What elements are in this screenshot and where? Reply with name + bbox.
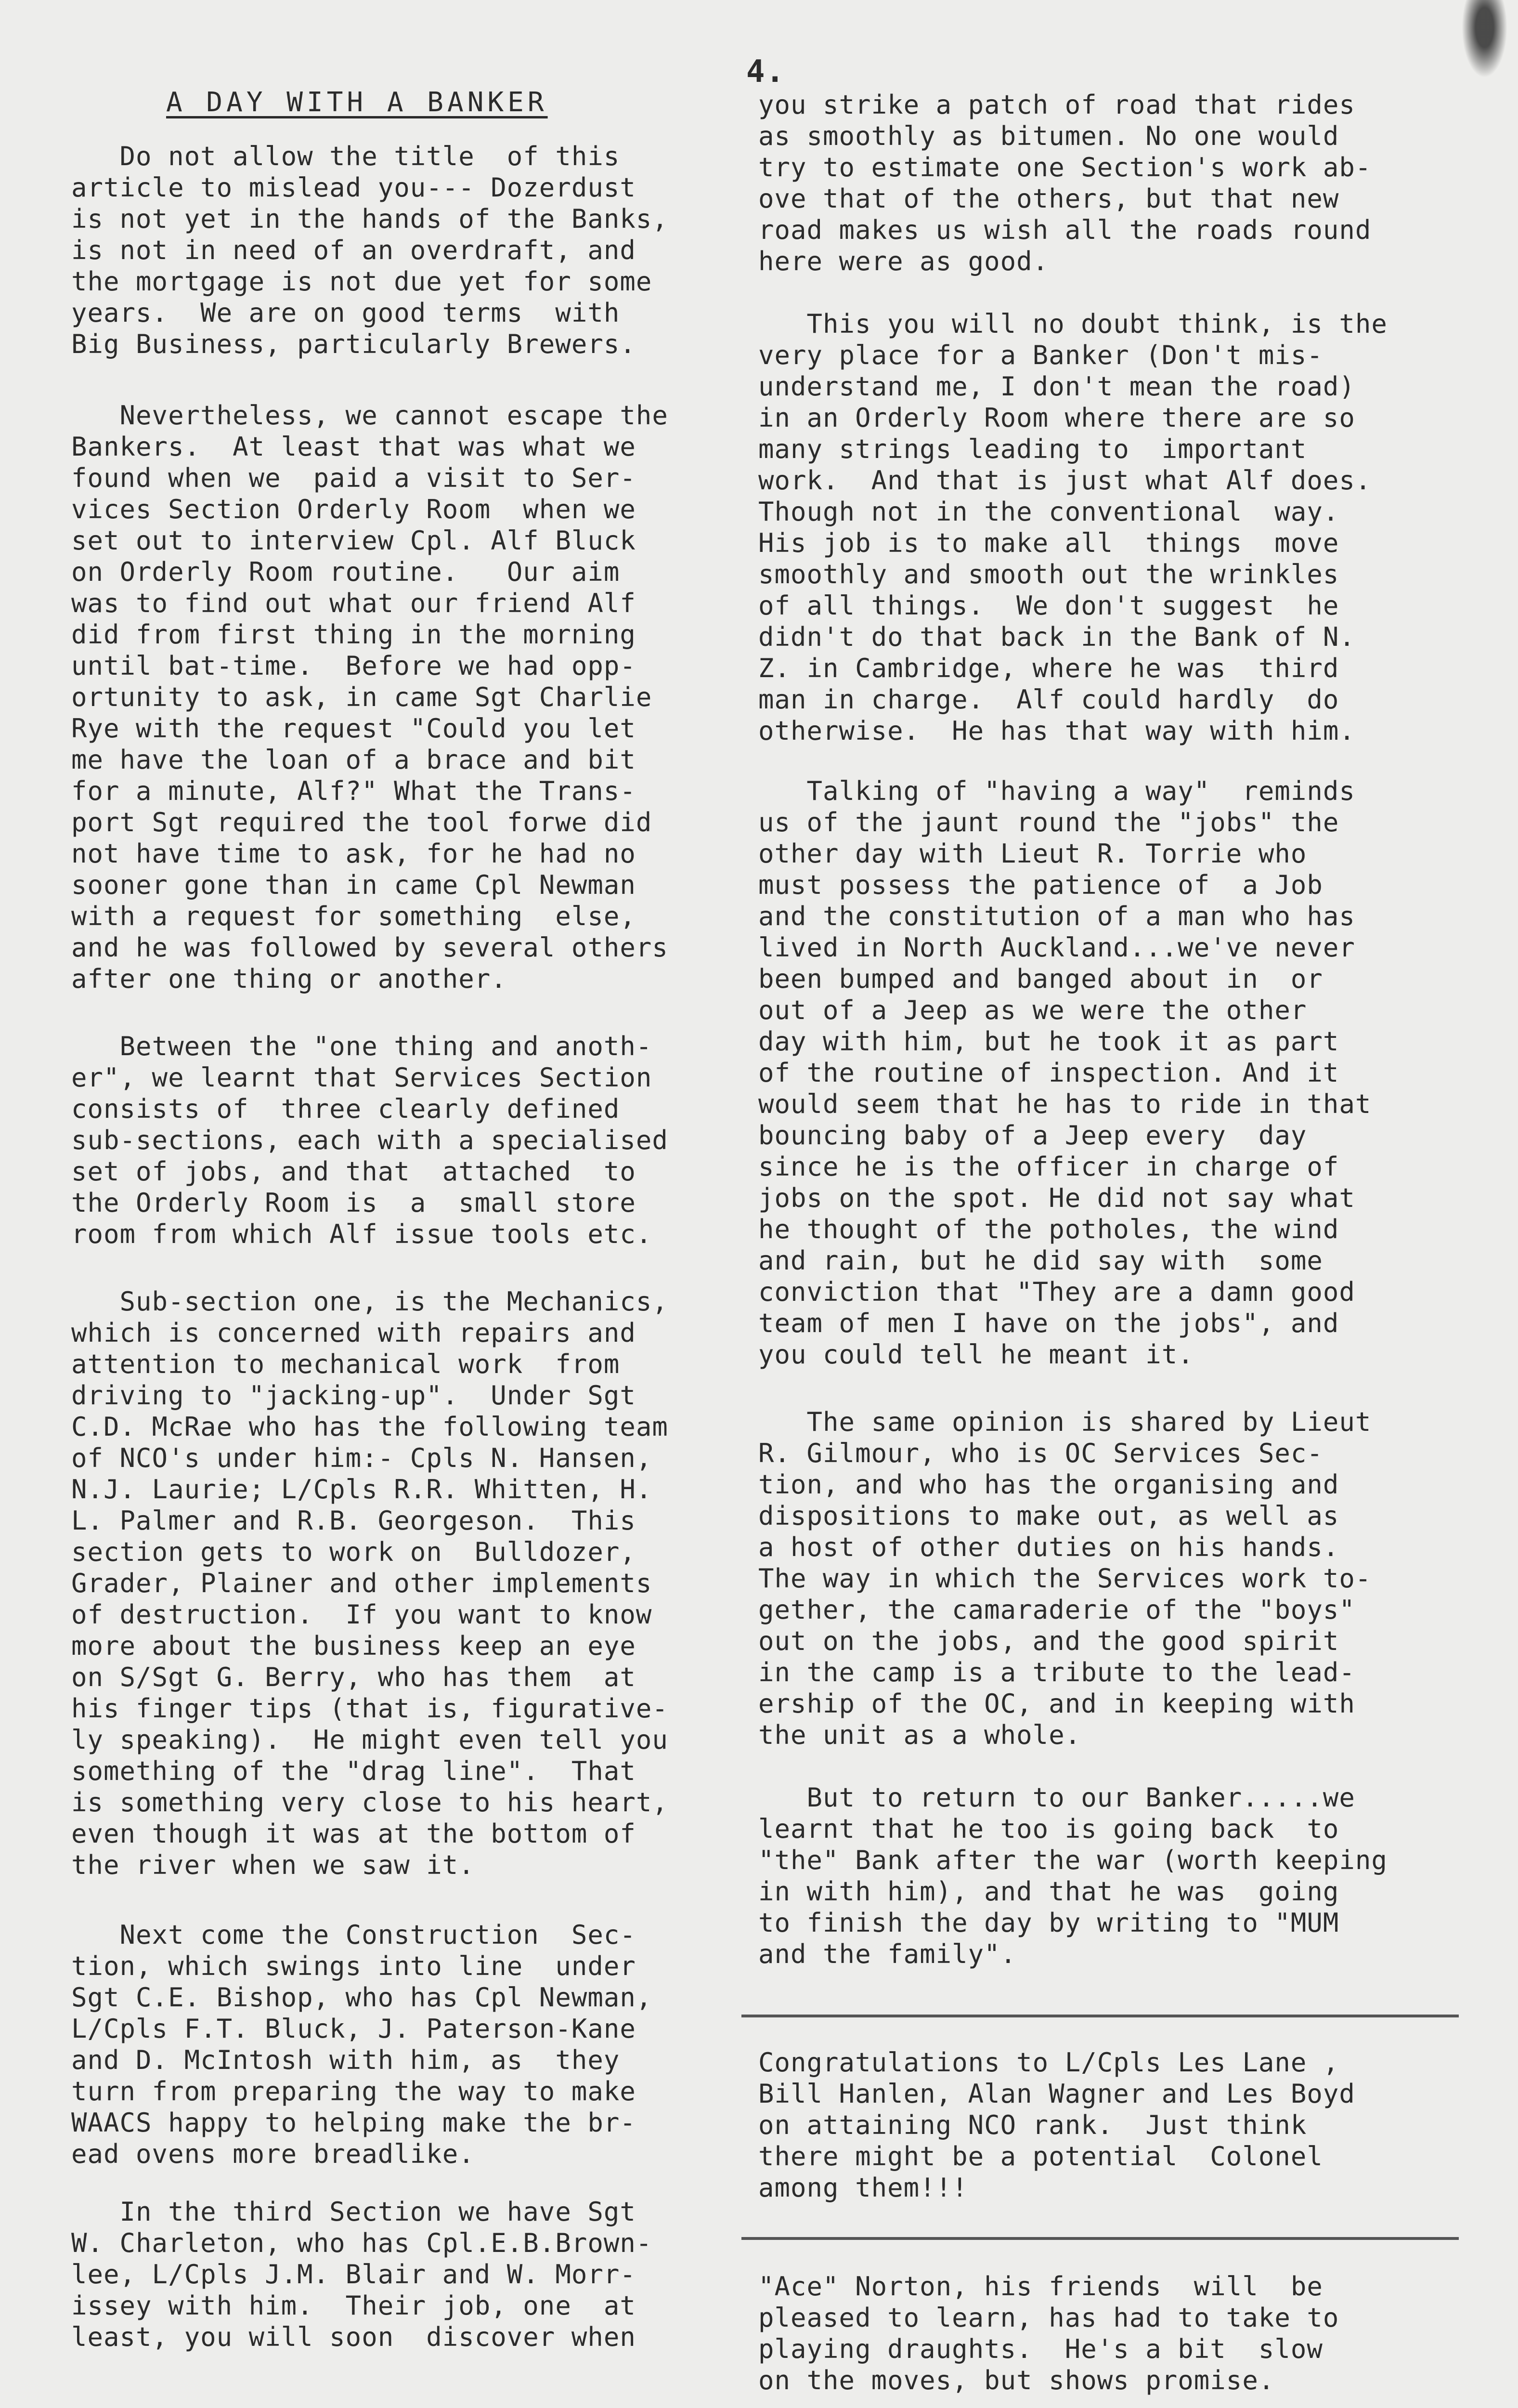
text-line: out of a Jeep as we were the other xyxy=(758,995,1307,1025)
text-line: room from which Alf issue tools etc. xyxy=(71,1219,652,1249)
text-line: In the third Section we have Sgt xyxy=(71,2197,636,2227)
paragraph xyxy=(71,400,668,995)
text-line: set of jobs, and that attached to xyxy=(71,1156,636,1187)
text-line: in with him), and that he was going xyxy=(758,1876,1339,1907)
text-line: very place for a Banker (Don't mis- xyxy=(758,340,1323,370)
paragraph xyxy=(71,141,668,360)
text-line: the mortgage is not due yet for some xyxy=(71,266,652,297)
text-line: tion, which swings into line under xyxy=(71,1951,636,1981)
text-line: a host of other duties on his hands. xyxy=(758,1532,1339,1562)
paragraph xyxy=(71,1031,668,1250)
text-line: which is concerned with repairs and xyxy=(71,1318,636,1348)
text-line: R. Gilmour, who is OC Services Sec- xyxy=(758,1438,1323,1468)
text-line: article to mislead you--- Dozerdust xyxy=(71,172,636,203)
text-line: But to return to our Banker.....we xyxy=(758,1782,1355,1813)
text-line: years. We are on good terms with xyxy=(71,298,620,328)
divider-rule xyxy=(741,2015,1459,2017)
text-line: Congratulations to L/Cpls Les Lane , xyxy=(758,2047,1339,2078)
text-line: is something very close to his heart, xyxy=(71,1787,668,1818)
text-line: set out to interview Cpl. Alf Bluck xyxy=(71,525,636,556)
text-line: after one thing or another. xyxy=(71,964,507,994)
text-line: "Ace" Norton, his friends will be xyxy=(758,2271,1323,2302)
text-line: here were as good. xyxy=(758,246,1049,276)
text-line: must possess the patience of a Job xyxy=(758,870,1323,900)
text-line: and rain, but he did say with some xyxy=(758,1245,1323,1276)
text-line: attention to mechanical work from xyxy=(71,1349,620,1379)
text-line: consists of three clearly defined xyxy=(71,1094,620,1124)
text-line: tion, and who has the organising and xyxy=(758,1469,1339,1500)
text-line: the unit as a whole. xyxy=(758,1720,1081,1750)
article-title: A DAY WITH A BANKER xyxy=(166,87,548,118)
text-line: among them!!! xyxy=(758,2172,968,2203)
text-line: understand me, I don't mean the road) xyxy=(758,371,1355,402)
text-line: something of the "drag line". That xyxy=(71,1756,636,1786)
text-line: ortunity to ask, in came Sgt Charlie xyxy=(71,682,652,712)
text-line: learnt that he too is going back to xyxy=(758,1814,1339,1844)
text-line: jobs on the spot. He did not say what xyxy=(758,1183,1355,1213)
text-line: Though not in the conventional way. xyxy=(758,497,1339,527)
text-line: was to find out what our friend Alf xyxy=(71,588,636,618)
text-line: in the camp is a tribute to the lead- xyxy=(758,1657,1355,1688)
notice xyxy=(758,2271,1339,2396)
text-line: of destruction. If you want to know xyxy=(71,1599,652,1630)
text-line: Bankers. At least that was what we xyxy=(71,432,636,462)
text-line: day with him, but he took it as part xyxy=(758,1026,1339,1057)
paragraph xyxy=(758,308,1388,746)
text-line: His job is to make all things move xyxy=(758,528,1339,558)
text-line: and the constitution of a man who has xyxy=(758,901,1355,931)
page-number: 4. xyxy=(746,54,786,90)
text-line: since he is the officer in charge of xyxy=(758,1152,1339,1182)
paragraph xyxy=(71,2196,652,2353)
text-line: to finish the day by writing to "MUM xyxy=(758,1908,1339,1938)
text-line: on Orderly Room routine. Our aim xyxy=(71,557,620,587)
text-line: many strings leading to important xyxy=(758,434,1307,464)
text-line: "the" Bank after the war (worth keeping xyxy=(758,1845,1388,1875)
text-line: and the family". xyxy=(758,1939,1017,1969)
text-line: C.D. McRae who has the following team xyxy=(71,1412,668,1442)
text-line: Next come the Construction Sec- xyxy=(71,1920,636,1950)
paragraph xyxy=(71,1919,652,2170)
text-line: Sub-section one, is the Mechanics, xyxy=(71,1286,668,1317)
text-line: you strike a patch of road that rides xyxy=(758,90,1355,120)
text-line: ership of the OC, and in keeping with xyxy=(758,1688,1355,1719)
paragraph xyxy=(758,1406,1371,1751)
text-line: on the moves, but shows promise. xyxy=(758,2365,1275,2395)
text-line: Do not allow the title of this xyxy=(71,141,620,171)
text-line: of NCO's under him:- Cpls N. Hansen, xyxy=(71,1443,652,1473)
text-line: The way in which the Services work to- xyxy=(758,1563,1372,1594)
text-line: N.J. Laurie; L/Cpls R.R. Whitten, H. xyxy=(71,1474,652,1505)
text-line: ove that of the others, but that new xyxy=(758,183,1339,214)
text-line: L/Cpls F.T. Bluck, J. Paterson-Kane xyxy=(71,2014,636,2044)
text-line: didn't do that back in the Bank of N. xyxy=(758,622,1355,652)
text-line: Bill Hanlen, Alan Wagner and Les Boyd xyxy=(758,2079,1355,2109)
text-line: Sgt C.E. Bishop, who has Cpl Newman, xyxy=(71,1982,652,2013)
text-line: is not in need of an overdraft, and xyxy=(71,235,636,265)
text-line: least, you will soon discover when xyxy=(71,2322,636,2352)
text-line: even though it was at the bottom of xyxy=(71,1819,636,1849)
text-line: Nevertheless, we cannot escape the xyxy=(71,400,668,431)
text-line: me have the loan of a brace and bit xyxy=(71,745,636,775)
paragraph xyxy=(758,1782,1388,1970)
text-line: more about the business keep an eye xyxy=(71,1631,636,1661)
notice xyxy=(758,2047,1355,2203)
text-line: pleased to learn, has had to take to xyxy=(758,2303,1339,2333)
text-line: us of the jaunt round the "jobs" the xyxy=(758,807,1339,838)
text-line: otherwise. He has that way with him. xyxy=(758,716,1355,746)
text-line: Rye with the request "Could you let xyxy=(71,713,636,744)
text-line: sooner gone than in came Cpl Newman xyxy=(71,870,636,900)
text-line: The same opinion is shared by Lieut xyxy=(758,1407,1372,1437)
text-line: work. And that is just what Alf does. xyxy=(758,465,1372,496)
text-line: is not yet in the hands of the Banks, xyxy=(71,204,668,234)
text-line: L. Palmer and R.B. Georgeson. This xyxy=(71,1505,636,1536)
text-line: on S/Sgt G. Berry, who has them at xyxy=(71,1662,636,1692)
text-line: there might be a potential Colonel xyxy=(758,2141,1323,2172)
text-line: WAACS happy to helping make the br- xyxy=(71,2107,636,2138)
text-line: gether, the camaraderie of the "boys" xyxy=(758,1595,1355,1625)
text-line: ly speaking). He might even tell you xyxy=(71,1725,668,1755)
text-line: and D. McIntosh with him, as they xyxy=(71,2045,620,2075)
text-line: been bumped and banged about in or xyxy=(758,964,1323,994)
text-line: Talking of "having a way" reminds xyxy=(758,776,1355,806)
paragraph xyxy=(758,89,1371,277)
text-line: Grader, Plainer and other implements xyxy=(71,1568,652,1598)
text-line: driving to "jacking-up". Under Sgt xyxy=(71,1380,636,1411)
text-line: man in charge. Alf could hardly do xyxy=(758,684,1339,715)
text-line: on attaining NCO rank. Just think xyxy=(758,2110,1307,2140)
text-line: conviction that "They are a damn good xyxy=(758,1277,1355,1307)
text-line: road makes us wish all the roads round xyxy=(758,215,1372,245)
text-line: not have time to ask, for he had no xyxy=(71,838,636,869)
text-line: section gets to work on Bulldozer, xyxy=(71,1537,636,1567)
text-line: until bat-time. Before we had opp- xyxy=(71,651,636,681)
text-line: of all things. We don't suggest he xyxy=(758,590,1339,621)
ink-smudge xyxy=(1455,0,1508,92)
text-line: you could tell he meant it. xyxy=(758,1339,1194,1370)
text-line: playing draughts. He's a bit slow xyxy=(758,2334,1323,2364)
text-line: found when we paid a visit to Ser- xyxy=(71,463,636,493)
text-line: as smoothly as bitumen. No one would xyxy=(758,121,1339,151)
text-line: the Orderly Room is a small store xyxy=(71,1188,636,1218)
text-line: the river when we saw it. xyxy=(71,1850,475,1880)
paragraph xyxy=(71,1286,668,1881)
text-line: for a minute, Alf?" What the Trans- xyxy=(71,776,636,806)
text-line: Between the "one thing and anoth- xyxy=(71,1031,652,1061)
text-line: Z. in Cambridge, where he was third xyxy=(758,653,1339,683)
text-line: bouncing baby of a Jeep every day xyxy=(758,1120,1307,1151)
text-line: issey with him. Their job, one at xyxy=(71,2290,636,2321)
text-line: lived in North Auckland...we've never xyxy=(758,932,1355,963)
text-line: lee, L/Cpls J.M. Blair and W. Morr- xyxy=(71,2259,636,2290)
text-line: ead ovens more breadlike. xyxy=(71,2139,475,2169)
divider-rule xyxy=(741,2237,1459,2240)
text-line: sub-sections, each with a specialised xyxy=(71,1125,668,1155)
paragraph xyxy=(758,775,1371,1370)
text-line: er", we learnt that Services Section xyxy=(71,1062,652,1093)
text-line: his finger tips (that is, figurative- xyxy=(71,1693,668,1724)
text-line: he thought of the potholes, the wind xyxy=(758,1214,1339,1244)
text-line: other day with Lieut R. Torrie who xyxy=(758,838,1307,869)
text-line: team of men I have on the jobs", and xyxy=(758,1308,1339,1338)
text-line: try to estimate one Section's work ab- xyxy=(758,152,1372,183)
text-line: port Sgt required the tool forwe did xyxy=(71,807,652,838)
text-line: This you will no doubt think, is the xyxy=(758,309,1388,339)
text-line: with a request for something else, xyxy=(71,901,636,931)
text-line: of the routine of inspection. And it xyxy=(758,1058,1339,1088)
text-line: smoothly and smooth out the wrinkles xyxy=(758,559,1339,589)
text-line: Big Business, particularly Brewers. xyxy=(71,329,636,359)
text-line: turn from preparing the way to make xyxy=(71,2076,636,2107)
text-line: W. Charleton, who has Cpl.E.B.Brown- xyxy=(71,2228,652,2258)
text-line: would seem that he has to ride in that xyxy=(758,1089,1372,1119)
text-line: out on the jobs, and the good spirit xyxy=(758,1626,1339,1656)
text-line: did from first thing in the morning xyxy=(71,619,636,650)
text-line: vices Section Orderly Room when we xyxy=(71,494,636,524)
text-line: in an Orderly Room where there are so xyxy=(758,403,1355,433)
text-line: and he was followed by several others xyxy=(71,932,668,963)
text-line: dispositions to make out, as well as xyxy=(758,1501,1339,1531)
